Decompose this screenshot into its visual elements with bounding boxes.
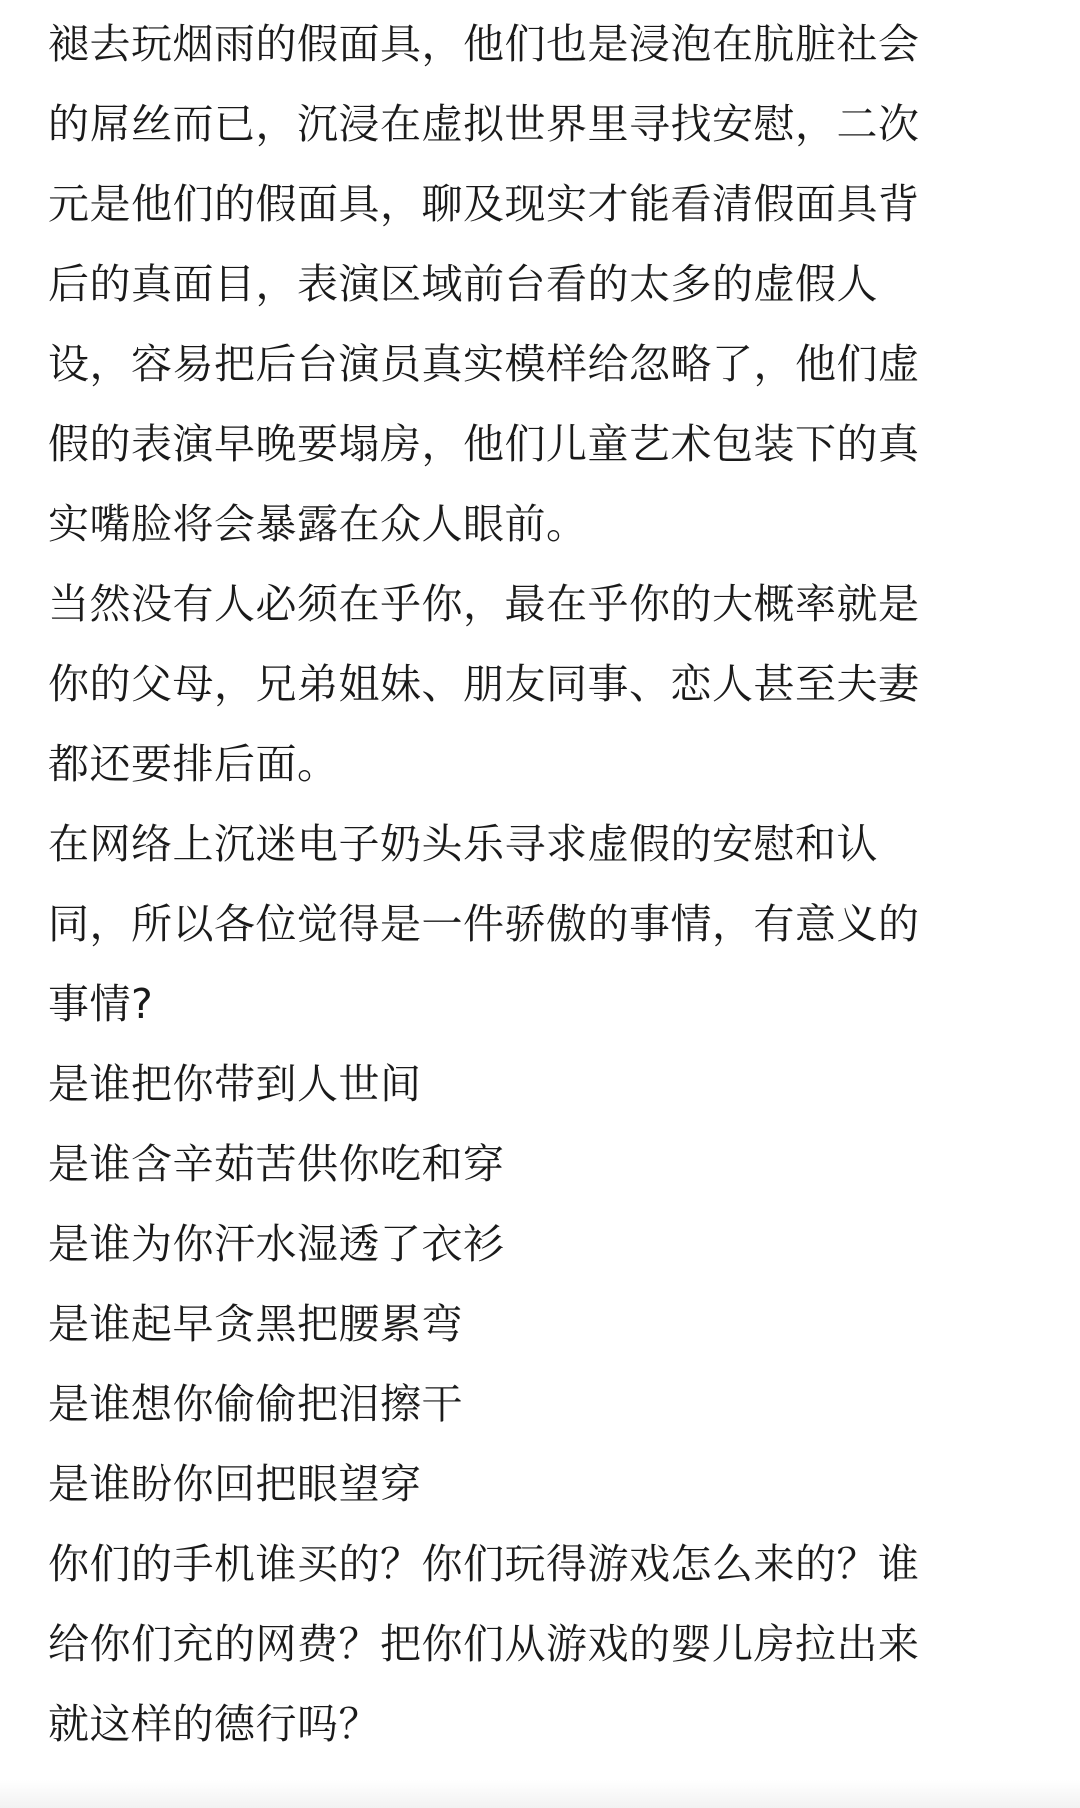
text-line: 你们的手机谁买的？你们玩得游戏怎么来的？谁 [48,1540,920,1588]
text-line: 的屌丝而已，沉浸在虚拟世界里寻找安慰，二次 [48,100,920,148]
text-line: 是谁起早贪黑把腰累弯 [48,1300,463,1348]
text-line: 当然没有人必须在乎你，最在乎你的大概率就是 [48,580,920,628]
text-line: 是谁把你带到人世间 [48,1060,422,1108]
text-line: 元是他们的假面具，聊及现实才能看清假面具背 [48,180,920,228]
bottom-edge [0,1780,1080,1808]
text-line: 事情? [48,980,154,1028]
text-line: 同，所以各位觉得是一件骄傲的事情，有意义的 [48,900,920,948]
text-line: 就这样的德行吗？ [48,1700,380,1748]
text-line: 褪去玩烟雨的假面具，他们也是浸泡在肮脏社会 [48,20,920,68]
text-line: 假的表演早晚要塌房，他们儿童艺术包装下的真 [48,420,920,468]
text-line: 给你们充的网费？把你们从游戏的婴儿房拉出来 [48,1620,920,1668]
post-body [48,4,1048,1764]
text-line: 是谁为你汗水湿透了衣衫 [48,1220,505,1268]
text-line: 都还要排后面。 [48,740,339,788]
text-line: 后的真面目，表演区域前台看的太多的虚假人 [48,260,878,308]
text-line: 在网络上沉迷电子奶头乐寻求虚假的安慰和认 [48,820,878,868]
text-line: 实嘴脸将会暴露在众人眼前。 [48,500,588,548]
text-line: 是谁盼你回把眼望穿 [48,1460,422,1508]
text-line: 你的父母，兄弟姐妹、朋友同事、恋人甚至夫妻 [48,660,920,708]
text-line: 设，容易把后台演员真实模样给忽略了，他们虚 [48,340,920,388]
text-line: 是谁含辛茹苦供你吃和穿 [48,1140,505,1188]
text-line: 是谁想你偷偷把泪擦干 [48,1380,463,1428]
